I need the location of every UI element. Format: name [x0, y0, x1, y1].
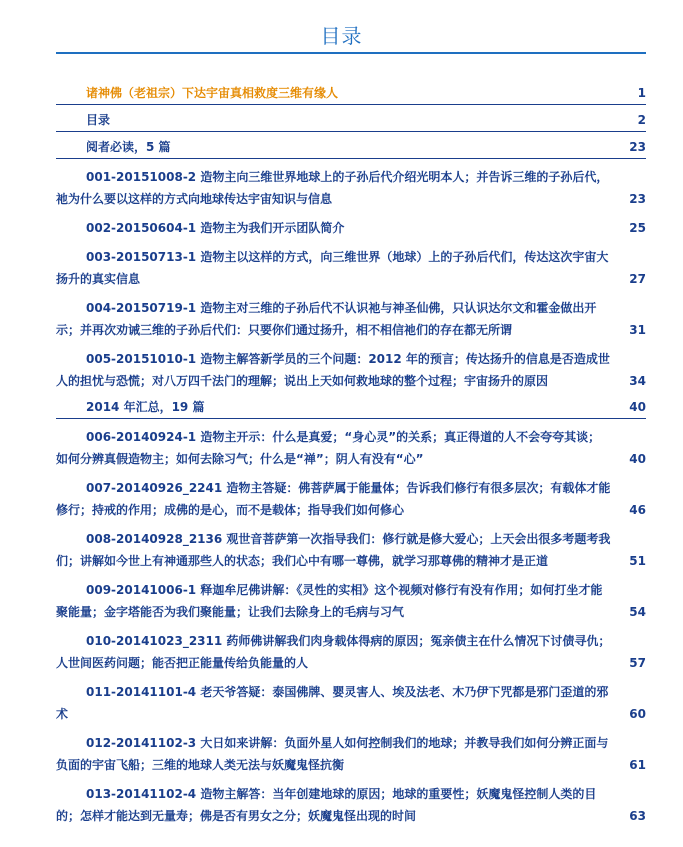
toc-entry-title: 阅者必读，5 篇 [86, 140, 171, 154]
toc-entry-title: 目录 [86, 113, 111, 127]
toc-entry[interactable] [56, 297, 646, 341]
toc-entry-page-number: 61 [629, 758, 646, 772]
toc-entry-page-number: 63 [629, 809, 646, 823]
toc-entry-title: 006-20140924-1 造物主开示：什么是真爱；“身心灵”的关系；真正得道的人不会夸夸其谈；如何分辨真假造物主；如何去除习气；什么是“禅”；阴人有没有“心” [56, 430, 601, 466]
toc-entry-page-number: 31 [629, 323, 646, 337]
toc-entry[interactable] [56, 630, 646, 674]
toc-entry-page-number: 1 [637, 86, 646, 100]
toc-entry-title: 004-20150719-1 造物主对三维的子孙后代不认识祂与神圣仙佛，只认识达尔文和霍金做出开示；并再次劝诫三维的子孙后代们：只要你们通过扬升，相不相信祂们的存在都无所谓 [56, 301, 597, 337]
toc-entry-page-number: 23 [629, 140, 646, 154]
toc-entry-page-number: 40 [629, 400, 646, 414]
toc-entry-title: 002-20150604-1 造物主为我们开示团队简介 [86, 221, 345, 235]
toc-entry-page-number: 2 [637, 113, 646, 127]
toc-entry-page-number: 34 [629, 374, 646, 388]
toc-entry-title: 010-20141023_2311 药师佛讲解我们肉身载体得病的原因；冤亲债主在什么情况下讨债寻仇；人世间医药问题；能否把正能量传给负能量的人 [56, 634, 611, 670]
toc-entry-title: 008-20140928_2136 观世音菩萨第一次指导我们：修行就是修大爱心；上天会出很多考题考我们；讲解如今世上有神通那些人的状态；我们心中有哪一尊佛，就学习那尊佛的精神才是正道 [56, 532, 611, 568]
toc-entry-page-number: 25 [629, 221, 646, 235]
toc-entry-title: 011-20141101-4 老天爷答疑：泰国佛牌、婴灵害人、埃及法老、木乃伊下咒都是邪门歪道的邪术 [56, 685, 609, 721]
toc-entry-page-number: 46 [629, 503, 646, 517]
toc-entry-title: 013-20141102-4 造物主解答：当年创建地球的原因；地球的重要性；妖魔鬼怪控制人类的目的；怎样才能达到无量寿；佛是否有男女之分；妖魔鬼怪出现的时间 [56, 787, 597, 823]
toc-entry-title: 005-20151010-1 造物主解答新学员的三个问题：2012 年的预言；传达扬升的信息是否造成世人的担忧与恐慌；对八万四千法门的理解；说出上天如何救地球的整个过程；宇宙扬升的原因 [56, 352, 610, 388]
toc-entry-page-number: 51 [629, 554, 646, 568]
toc-entry[interactable] [56, 109, 646, 132]
toc-entry[interactable] [56, 681, 646, 725]
title-divider [56, 52, 646, 54]
toc-entry[interactable] [56, 396, 646, 419]
toc-entry-page-number: 23 [629, 192, 646, 206]
toc-entry[interactable] [56, 246, 646, 290]
table-of-contents [56, 82, 646, 827]
toc-entry-page-number: 54 [629, 605, 646, 619]
toc-entry[interactable] [56, 732, 646, 776]
toc-entry[interactable] [56, 348, 646, 392]
toc-entry-title: 001-20151008-2 造物主向三维世界地球上的子孙后代介绍光明本人；并告诉三维的子孙后代，祂为什么要以这样的方式向地球传达宇宙知识与信息 [56, 170, 609, 206]
toc-entry-title: 2014 年汇总，19 篇 [86, 400, 205, 414]
toc-entry-page-number: 60 [629, 707, 646, 721]
toc-entry[interactable] [56, 783, 646, 827]
toc-entry-page-number: 40 [629, 452, 646, 466]
toc-entry-page-number: 57 [629, 656, 646, 670]
toc-entry[interactable] [56, 477, 646, 521]
toc-entry[interactable] [56, 166, 646, 210]
toc-entry[interactable] [56, 528, 646, 572]
page-title: 目录 [320, 24, 363, 48]
toc-entry-page-number: 27 [629, 272, 646, 286]
toc-entry-title: 诸神佛（老祖宗）下达宇宙真相救度三维有缘人 [86, 86, 339, 100]
toc-entry[interactable] [56, 579, 646, 623]
toc-entry[interactable] [56, 426, 646, 470]
toc-entry-title: 012-20141102-3 大日如来讲解：负面外星人如何控制我们的地球；并教导我们如何分辨正面与负面的宇宙飞船；三维的地球人类无法与妖魔鬼怪抗衡 [56, 736, 609, 772]
toc-entry[interactable] [56, 217, 646, 239]
toc-entry[interactable] [56, 136, 646, 159]
toc-entry[interactable] [56, 82, 646, 105]
toc-entry-title: 007-20140926_2241 造物主答疑：佛菩萨属于能量体；告诉我们修行有很多层次；有载体才能修行；持戒的作用；成佛的是心，而不是载体；指导我们如何修心 [56, 481, 611, 517]
toc-entry-title: 009-20141006-1 释迦牟尼佛讲解：《灵性的实相》这个视频对修行有没有作用；如何打坐才能聚能量；金字塔能否为我们聚能量；让我们去除身上的毛病与习气 [56, 583, 603, 619]
toc-entry-title: 003-20150713-1 造物主以这样的方式，向三维世界（地球）上的子孙后代们，传达这次宇宙大扬升的真实信息 [56, 250, 609, 286]
